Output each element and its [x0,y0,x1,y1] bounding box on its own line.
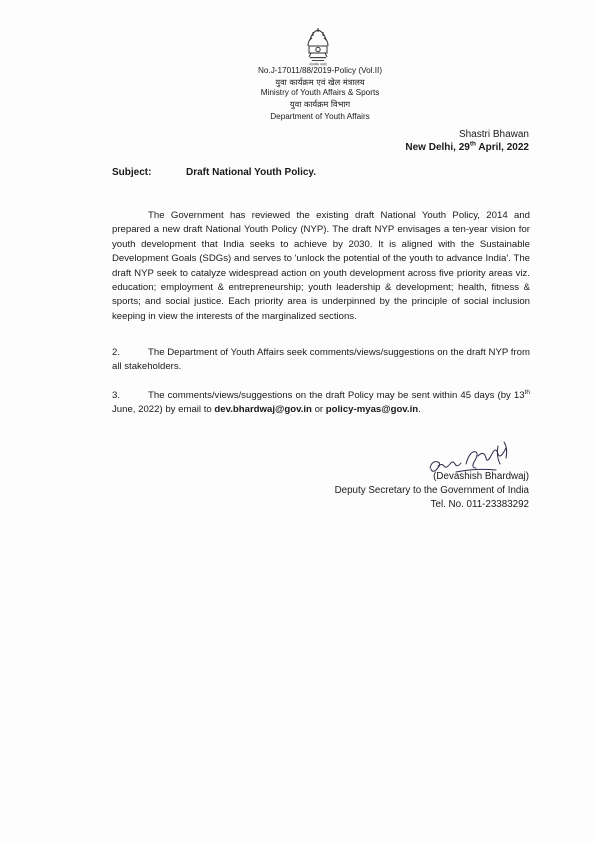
letter-date [405,141,529,154]
signatory-designation: Deputy Secretary to the Government of India [334,485,529,496]
place: Shastri Bhawan [458,129,529,140]
ministry-name-hindi: युवा कार्यक्रम एवं खेल मंत्रालय [275,77,365,87]
paragraph-3-sup: th [524,388,530,396]
paragraph-3-text-b: June, 2022) by email to [112,404,215,416]
paragraph-2-text: The Department of Youth Affairs seek comments/views/suggestions on the draft NYP from all stakeholders. [112,347,530,373]
paragraph-2-number: 2. [112,347,121,358]
paragraph-3-text-c: or [311,404,326,416]
svg-text:सत्यमेव जयते: सत्यमेव जयते [309,62,327,66]
date-suffix: April, 2022 [476,142,529,153]
date-prefix: New Delhi, 29 [405,142,470,153]
reference-number: No.J-17011/88/2019-Policy (Vol.II) [257,66,383,75]
signatory-telephone: Tel. No. 011-23383292 [430,499,529,510]
paragraph-3-text-a: The comments/views/suggestions on the draft Policy may be sent within 45 days (by 13 [148,390,525,401]
national-emblem-icon [300,26,336,66]
email-link-2[interactable]: policy-myas@gov.in [325,404,419,416]
paragraph-3-number: 3. [112,390,121,401]
signatory-name: (Devashish Bhardwaj) [433,471,529,482]
paragraph-2 [112,346,530,375]
department-name-hindi: युवा कार्यक्रम विभाग [289,99,351,109]
email-link-1[interactable]: dev.bhardwaj@gov.in [214,404,312,416]
subject-text: Draft National Youth Policy. [186,167,317,178]
date-sup: th [469,140,476,148]
ministry-name: Ministry of Youth Affairs & Sports [260,88,380,97]
subject-label: Subject: [112,167,152,178]
paragraph-1: The Government has reviewed the existing draft National Youth Policy, 2014 and prepared a new draft National Youth Policy (NYP). The draft NYP envisages a ten-year vision for youth development that India seeks to achieve by 2030. It is aligned with the Sustainable Development Goals (SDGs) and serves to 'unlock the potential of the youth to advance India'. The draft NYP seek to catalyze widespread action on youth development across five priority areas viz. education; employment & entrepreneurship; youth leadership & development; health, fitness & sports; and social justice. Each priority area is underpinned by the principle of social inclusion keeping in view the interests of the marginalized sections. [112,210,530,322]
department-name: Department of Youth Affairs [270,112,370,121]
paragraph-3-end: . [418,404,421,416]
paragraph-3 [112,389,530,418]
